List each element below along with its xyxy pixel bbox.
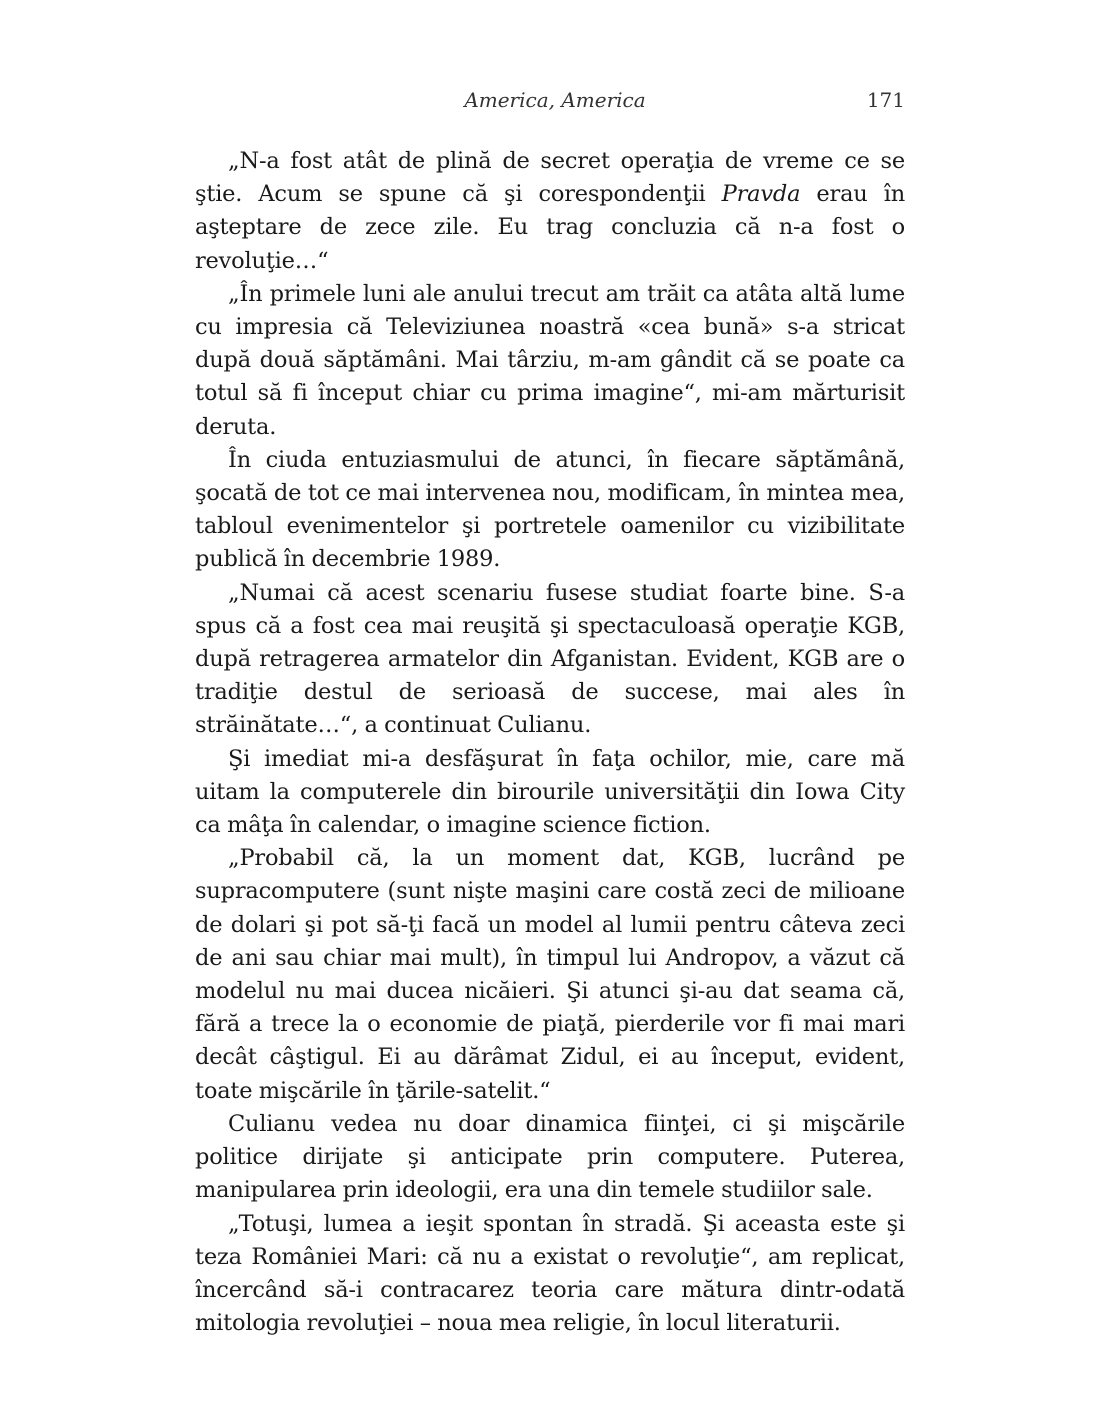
paragraph-7: Culianu vedea nu doar dinamica fiinţei, ci şi mişcările politice dirijate şi anticipate prin computere. Puterea, manipularea prin ideologii, era una din temele studiilor sale. xyxy=(195,1110,905,1204)
running-title: America, America xyxy=(464,88,646,112)
paragraph-2: „În primele luni ale anului trecut am trăit ca atâta altă lume cu impresia că Televiziunea noastră «cea bună» s-a stricat după două săptămâni. Mai târziu, m-am gândit că se poate ca totul să fi început chiar cu prima imagine“, mi-am mărturisit deruta. xyxy=(195,280,905,440)
paragraph-4: „Numai că acest scenariu fusese studiat foarte bine. S-a spus că a fost cea mai reuşită şi spectaculoasă operaţie KGB, după retragerea armatelor din Afganistan. Evident, KGB are o tradiţie destul de serioasă de succese, mai ales în străinătate…“, a continuat Culianu. xyxy=(195,579,905,739)
paragraph-1-end: erau în aşteptare de zece zile. Eu trag concluzia că n-a fost o revoluţie…“ xyxy=(195,181,905,274)
body-text xyxy=(195,145,905,1340)
paragraph-1-start: „N-a fost atât de plină de secret operaţia de vreme ce se ştie. Acum se spune că şi corespondenţii xyxy=(195,148,905,208)
newspaper-title-pravda: Pravda xyxy=(721,181,801,208)
running-head xyxy=(195,82,905,118)
page-number: 171 xyxy=(866,88,905,112)
book-page xyxy=(195,82,905,1340)
paragraph-3: În ciuda entuziasmului de atunci, în fiecare săptămână, şocată de tot ce mai intervenea nou, modificam, în mintea mea, tabloul evenimentelor şi portretele oamenilor cu vizibilitate publică în decembrie 1989. xyxy=(195,446,905,573)
paragraph-8: „Totuşi, lumea a ieşit spontan în stradă. Şi aceasta este şi teza României Mari: că nu a existat o revoluţie“, am replicat, încercând să-i contracarez teoria care mătura dintr-odată mitologia revoluţiei – noua mea religie, în locul literaturii. xyxy=(195,1210,905,1337)
paragraph-5: Şi imediat mi-a desfăşurat în faţa ochilor, mie, care mă uitam la computerele din birourile universităţii din Iowa City ca mâţa în calendar, o imagine science fiction. xyxy=(195,745,905,839)
paragraph-1 xyxy=(195,145,905,278)
paragraph-6: „Probabil că, la un moment dat, KGB, lucrând pe supracomputere (sunt nişte maşini care costă zeci de milioane de dolari şi pot să-ţi facă un model al lumii pentru câteva zeci de ani sau chiar mai mult), în timpul lui Andropov, a văzut că modelul nu mai ducea nicăieri. Şi atunci şi-au dat seama că, fără a trece la o economie de piaţă, pierderile vor fi mai mari decât câştigul. Ei au dărâmat Zidul, ei au început, evident, toate mişcările în ţările-satelit.“ xyxy=(195,845,905,1104)
